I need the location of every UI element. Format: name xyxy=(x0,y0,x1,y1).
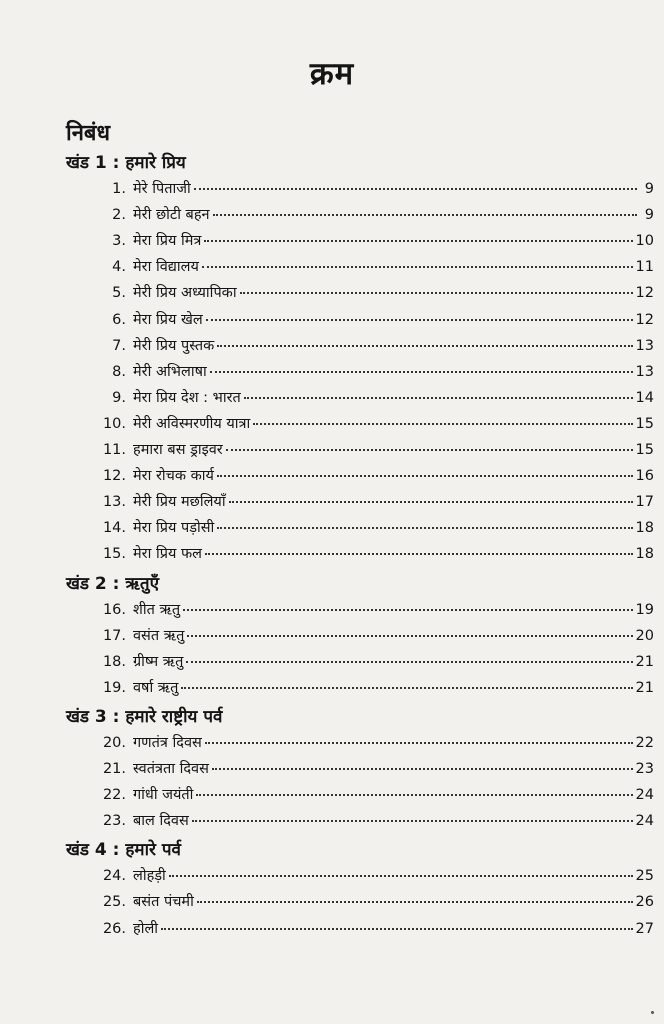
entry-page-number: 12 xyxy=(635,311,654,328)
entry-page-number: 21 xyxy=(635,679,654,696)
entry-number: 18. xyxy=(102,653,126,670)
entry-number: 16. xyxy=(102,601,126,618)
entry-title: मेरा प्रिय पड़ोसी xyxy=(133,520,215,537)
entry-title: स्वतंत्रता दिवस xyxy=(133,761,209,777)
dot-leader xyxy=(186,657,632,663)
entry-page-number: 24 xyxy=(635,787,654,804)
toc-entry[interactable] xyxy=(88,178,654,202)
entry-title: वसंत ऋतु xyxy=(133,627,185,644)
entry-title: गणतंत्र दिवस xyxy=(133,734,202,751)
dot-leader xyxy=(229,497,633,503)
entry-number: 8. xyxy=(112,363,126,380)
entry-title: मेरी प्रिय मछलियाँ xyxy=(133,494,226,511)
entry-title: मेरी छोटी बहन xyxy=(133,207,210,224)
entry-title: मेरी अविस्मरणीय यात्रा xyxy=(133,415,251,432)
entry-title: मेरे पिताजी xyxy=(133,181,191,197)
entry-page-number: 18 xyxy=(635,520,654,537)
toc-entry[interactable] xyxy=(88,335,654,359)
page-title: क्रम xyxy=(309,56,355,92)
entry-number: 17. xyxy=(102,627,126,644)
entry-number: 20. xyxy=(102,734,126,751)
entry-page-number: 20 xyxy=(635,627,654,644)
entry-title: हमारा बस ड्राइवर xyxy=(133,442,223,458)
toc-entry[interactable] xyxy=(88,361,654,385)
entry-page-number: 23 xyxy=(635,761,654,777)
entry-title: मेरी अभिलाषा xyxy=(133,363,207,380)
toc-entry[interactable] xyxy=(88,891,654,915)
section-heading: खंड 4 : हमारे पर्व xyxy=(66,840,181,861)
entry-title: वर्षा ऋतु xyxy=(133,679,179,696)
toc-entry[interactable] xyxy=(88,625,654,649)
dot-leader xyxy=(210,367,633,373)
dot-leader xyxy=(206,315,633,321)
dot-leader xyxy=(181,683,632,689)
toc-entry[interactable] xyxy=(88,230,654,254)
entry-page-number: 18 xyxy=(635,546,654,563)
entry-page-number: 12 xyxy=(635,285,654,302)
dot-leader xyxy=(194,184,637,190)
toc-entry[interactable] xyxy=(88,865,654,889)
toc-entry[interactable] xyxy=(88,413,654,437)
entry-number: 26. xyxy=(102,920,126,937)
entry-number: 25. xyxy=(102,894,126,911)
dot-leader xyxy=(161,924,633,930)
entry-number: 15. xyxy=(102,546,126,563)
entry-title: शीत ऋतु xyxy=(133,601,181,618)
toc-entry[interactable] xyxy=(88,758,654,782)
entry-title: मेरी प्रिय अध्यापिका xyxy=(133,285,237,302)
entry-number: 6. xyxy=(112,311,126,328)
entry-page-number: 15 xyxy=(635,415,654,432)
toc-entry[interactable] xyxy=(88,543,654,567)
dot-leader xyxy=(183,605,632,611)
toc-entry[interactable] xyxy=(88,439,654,463)
entry-page-number: 22 xyxy=(635,734,654,751)
entry-page-number: 27 xyxy=(635,920,654,937)
entry-title: मेरा रोचक कार्य xyxy=(133,468,214,485)
entry-number: 4. xyxy=(112,259,126,276)
entry-number: 22. xyxy=(102,787,126,804)
entry-page-number: 17 xyxy=(635,494,654,511)
entry-number: 24. xyxy=(102,868,126,885)
dot-leader xyxy=(217,341,632,347)
dot-leader xyxy=(226,445,633,451)
entry-page-number: 26 xyxy=(635,894,654,911)
entry-title: ग्रीष्म ऋतु xyxy=(133,653,184,670)
entry-page-number: 9 xyxy=(644,207,654,224)
section-heading: खंड 2 : ऋतुएँ xyxy=(66,573,159,594)
toc-entry[interactable] xyxy=(88,282,654,306)
dot-leader xyxy=(192,816,633,822)
entry-number: 3. xyxy=(112,233,126,250)
dot-leader xyxy=(197,897,633,903)
entry-page-number: 25 xyxy=(635,868,654,885)
toc-entry[interactable] xyxy=(88,517,654,541)
entry-number: 9. xyxy=(112,389,126,406)
entry-number: 23. xyxy=(102,813,126,830)
dot-leader xyxy=(212,764,633,770)
entry-title: मेरा प्रिय खेल xyxy=(133,311,203,328)
entry-number: 12. xyxy=(102,468,126,485)
entry-page-number: 16 xyxy=(635,468,654,485)
entry-title: बाल दिवस xyxy=(133,813,189,830)
dot-leader xyxy=(196,790,632,796)
toc-entry[interactable] xyxy=(88,309,654,333)
entry-page-number: 14 xyxy=(635,389,654,406)
toc-entry[interactable] xyxy=(88,387,654,411)
entry-title: मेरी प्रिय पुस्तक xyxy=(133,337,215,354)
section-heading: खंड 3 : हमारे राष्ट्रीय पर्व xyxy=(66,706,223,727)
entry-page-number: 13 xyxy=(635,337,654,354)
dot-leader xyxy=(202,262,633,268)
entry-title: मेरा प्रिय मित्र xyxy=(133,233,202,250)
dot-leader xyxy=(205,738,633,744)
entry-title: होली xyxy=(133,920,159,937)
entry-number: 5. xyxy=(112,285,126,302)
section-heading: खंड 1 : हमारे प्रिय xyxy=(66,153,186,173)
dot-leader xyxy=(217,523,632,529)
toc-entry[interactable] xyxy=(88,677,654,701)
dot-leader xyxy=(244,393,633,399)
entry-number: 13. xyxy=(102,494,126,511)
toc-entry[interactable] xyxy=(88,465,654,489)
entry-page-number: 10 xyxy=(635,233,654,250)
toc-entry[interactable] xyxy=(88,651,654,675)
entry-page-number: 11 xyxy=(635,259,654,276)
toc-entry[interactable] xyxy=(88,810,654,834)
entry-title: बसंत पंचमी xyxy=(133,894,194,911)
entry-number: 10. xyxy=(102,415,126,432)
dot-leader xyxy=(240,288,633,294)
dot-leader xyxy=(205,549,633,555)
page-mark xyxy=(651,1011,654,1014)
entry-number: 7. xyxy=(112,337,126,354)
dot-leader xyxy=(253,419,632,425)
part-heading: निबंध xyxy=(66,121,111,146)
dot-leader xyxy=(187,631,632,637)
entry-page-number: 19 xyxy=(635,601,654,618)
entry-number: 21. xyxy=(102,761,126,777)
dot-leader xyxy=(204,236,632,242)
toc-entry[interactable] xyxy=(88,784,654,808)
entry-number: 1. xyxy=(112,181,126,197)
entry-number: 11. xyxy=(102,442,126,458)
entry-page-number: 9 xyxy=(644,181,654,197)
entry-title: गांधी जयंती xyxy=(133,787,194,804)
toc-entry[interactable] xyxy=(88,256,654,280)
toc-entry[interactable] xyxy=(88,918,654,942)
entry-title: मेरा विद्यालय xyxy=(133,259,199,276)
entry-page-number: 24 xyxy=(635,813,654,830)
entry-number: 2. xyxy=(112,207,126,224)
entry-number: 14. xyxy=(102,520,126,537)
toc-entry[interactable] xyxy=(88,204,654,228)
entry-title: लोहड़ी xyxy=(133,868,166,885)
toc-entry[interactable] xyxy=(88,599,654,623)
entry-title: मेरा प्रिय फल xyxy=(133,546,203,563)
toc-entry[interactable] xyxy=(88,732,654,756)
entry-title: मेरा प्रिय देश : भारत xyxy=(133,389,241,406)
toc-entry[interactable] xyxy=(88,491,654,515)
entry-page-number: 13 xyxy=(635,363,654,380)
dot-leader xyxy=(169,871,633,877)
dot-leader xyxy=(213,210,637,216)
entry-page-number: 21 xyxy=(635,653,654,670)
entry-page-number: 15 xyxy=(635,442,654,458)
entry-number: 19. xyxy=(102,679,126,696)
dot-leader xyxy=(217,471,633,477)
